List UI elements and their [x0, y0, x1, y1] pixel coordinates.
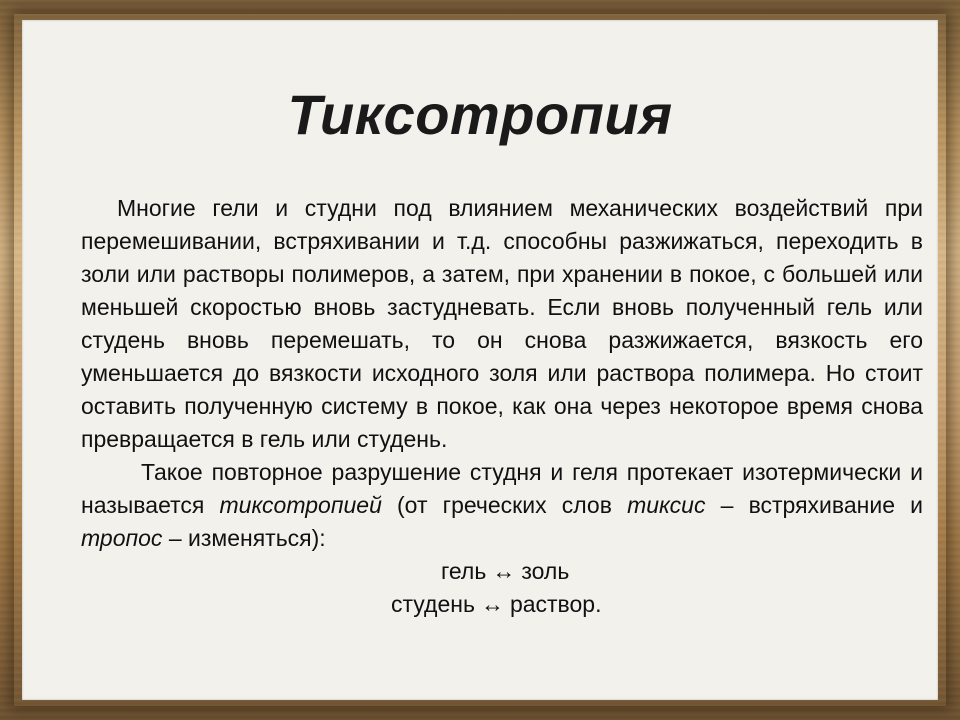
equation-2-right: раствор. — [509, 591, 602, 617]
equation-gel-sol — [81, 555, 923, 588]
slide-title: Тиксотропия — [287, 83, 673, 146]
paragraph-2-part-1: Такое повторное разрушение студня и геля протекает изотермически и называется — [81, 459, 923, 518]
paragraph-1: Многие гели и студни под влиянием механических воздействий при перемешивании, встряхивании и т.д. способны разжижаться, переходить в золи или растворы полимеров, а затем, при хранении в покое, с большей или меньшей скоростью вновь застудневать. Если вновь полученный гель или студень вновь перемешать, то он снова разжижается, вязкость его уменьшается до вязкости исходного золя или раствора полимера. Но стоит оставить полученную систему в покое, как она через некоторое время снова превращается в гель или студень. — [81, 195, 923, 452]
slide-panel — [22, 20, 938, 700]
equation-1-left: гель — [441, 558, 487, 584]
equation-1-right: золь — [521, 558, 570, 584]
paragraph-2-part-3: – встряхивание и — [705, 492, 924, 518]
term-thixotropy: тиксотропией — [219, 492, 382, 518]
paragraph-2-part-4: – изменяться): — [162, 525, 326, 551]
paragraph-2 — [81, 456, 923, 555]
slide-body — [81, 192, 923, 621]
equation-2-left: студень — [391, 591, 475, 617]
equation-jelly-solution — [81, 588, 923, 621]
greek-word-tixis: тиксис — [627, 492, 706, 518]
bidirectional-arrow-icon: ↔ — [480, 591, 504, 617]
bidirectional-arrow-icon: ↔ — [492, 558, 516, 584]
paragraph-2-part-2: (от греческих слов — [381, 492, 628, 518]
greek-word-tropos: тропос — [81, 525, 163, 551]
